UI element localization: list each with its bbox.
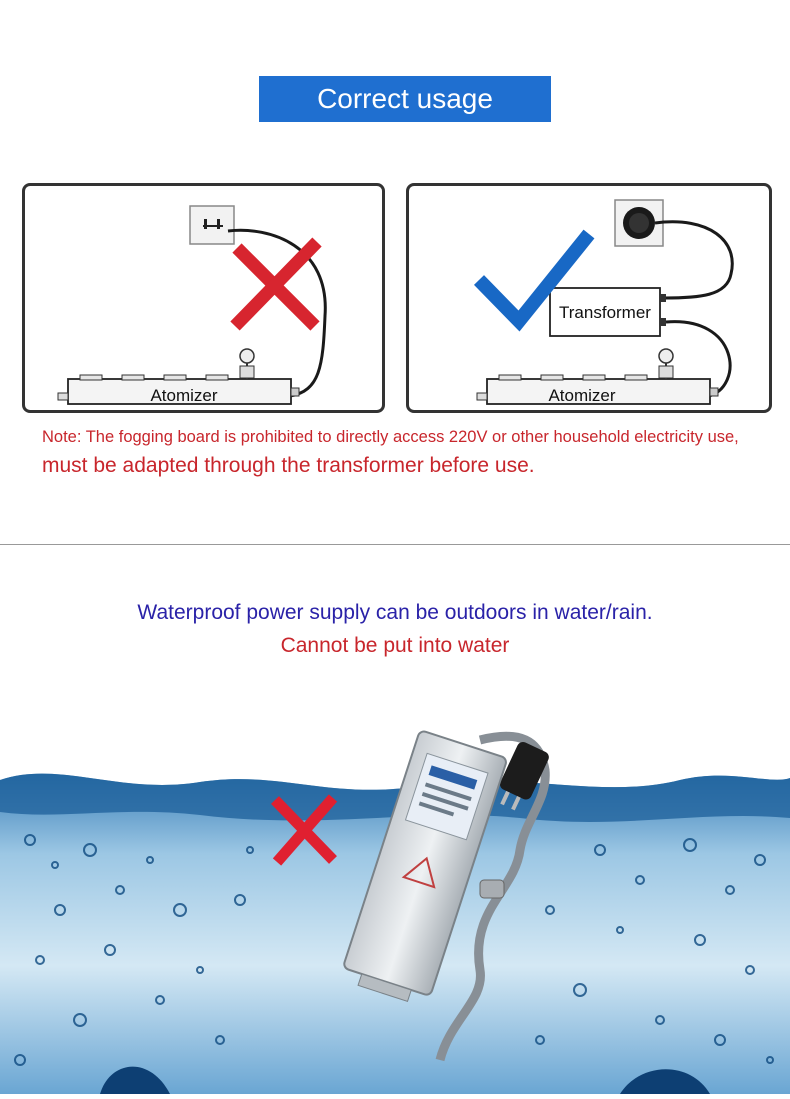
- underwater-illustration: [0, 700, 790, 1094]
- transformer-box: [550, 288, 666, 336]
- atomizer-board: [477, 349, 718, 405]
- wrong-usage-panel: [22, 183, 385, 413]
- note-line-1: Note: The fogging board is prohibited to directly access 220V or other household electricity use,: [42, 428, 739, 446]
- wall-socket-icon: [190, 206, 234, 244]
- transformer-label: Transformer: [559, 303, 651, 322]
- wrong-atomizer-label: Atomizer: [150, 386, 218, 405]
- correct-usage-panel: [406, 183, 772, 413]
- waterproof-warning: Cannot be put into water: [280, 634, 510, 657]
- waterproof-heading: Waterproof power supply can be outdoors in water/rain.: [137, 601, 653, 624]
- correct-atomizer-label: Atomizer: [548, 386, 616, 405]
- note-line-2: must be adapted through the transformer before use.: [42, 454, 535, 477]
- atomizer-board: [58, 349, 299, 405]
- red-cross-icon: [235, 242, 317, 326]
- section-divider: [0, 544, 790, 545]
- correct-usage-banner: [259, 76, 551, 122]
- banner-title: Correct usage: [317, 83, 493, 114]
